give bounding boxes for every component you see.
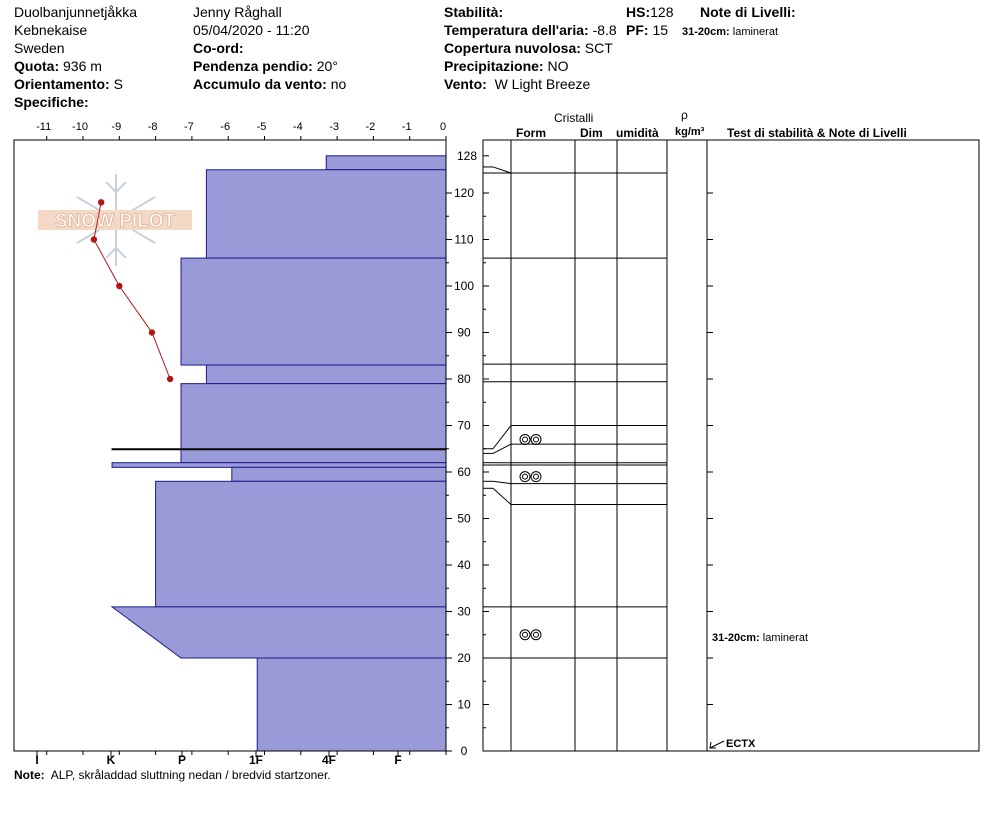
snow-layer: [326, 156, 446, 170]
wind-acc-label: Accumulo da vento:: [193, 76, 327, 92]
hardness-tick-label: K: [106, 753, 116, 767]
height-tick-label: 120: [453, 186, 475, 200]
thin-layer: [112, 449, 446, 450]
wind-acc-value: no: [330, 76, 347, 92]
orientation-value: S: [113, 76, 123, 92]
logo-text: SNOW PILOT: [54, 211, 176, 232]
air-temp-label: Temperatura dell'aria:: [444, 22, 589, 38]
wind-label: Vento:: [444, 76, 487, 92]
temp-point: [91, 236, 97, 242]
crystal-symbol: [531, 472, 541, 482]
crystal-symbol: [520, 630, 530, 640]
temp-tick-label: -5: [256, 121, 267, 133]
footer-note-text: ALP, skrålаddad sluttning nedan / bredvid startzoner.: [50, 768, 331, 782]
country: Sweden: [14, 40, 65, 56]
height-tick-label: 70: [457, 418, 471, 433]
snow-layer: [112, 463, 446, 468]
height-tick-label: 10: [457, 697, 471, 712]
crystal-symbol-inner: [523, 474, 528, 479]
level-note-top-text: laminerat: [732, 26, 779, 38]
height-tick-label: 30: [457, 604, 471, 619]
crystal-symbol: [531, 630, 541, 640]
form-header: Form: [516, 126, 546, 140]
temp-tick-label: -7: [184, 121, 194, 133]
temp-tick-label: -3: [329, 121, 339, 133]
location: Duolbanjunnetjåkka: [14, 4, 137, 20]
crystal-symbol: [531, 434, 541, 444]
air-temp-value: -8.8: [592, 22, 617, 38]
snow-layer: [206, 170, 446, 258]
crystal-symbol-inner: [534, 474, 539, 479]
temp-tick-label: -4: [292, 121, 303, 133]
height-top-label: 128: [456, 148, 478, 163]
layer-note: [712, 630, 808, 646]
temp-tick-label: -1: [401, 121, 412, 133]
crystal-symbol-inner: [534, 632, 539, 637]
crystal-connector-slant: [493, 488, 511, 504]
datetime: 05/04/2020 - 11:20: [193, 22, 310, 38]
quota-value: 936 m: [63, 58, 102, 74]
precip-label: Precipitazione:: [444, 58, 544, 74]
height-tick-label: 0: [460, 744, 468, 758]
footer-note: [14, 767, 331, 783]
layer-note-text: laminerat: [762, 632, 809, 644]
temp-tick-label: -10: [72, 121, 88, 133]
stability-label: Stabilità:: [444, 4, 504, 20]
temp-point: [98, 199, 104, 205]
temp-tick-label: -9: [111, 121, 122, 133]
snow-layer: [112, 607, 446, 658]
crystals-header: Cristalli: [554, 111, 594, 125]
height-tick-label: 80: [457, 372, 471, 386]
slope-label: Pendenza pendio:: [193, 58, 313, 74]
cloud-value: SCT: [584, 40, 613, 56]
hardness-tick-label: I: [35, 753, 39, 767]
height-tick-label: 90: [457, 325, 471, 340]
snow-layer: [181, 384, 446, 463]
slope-value: 20°: [316, 58, 338, 74]
height-tick-label: 50: [457, 511, 471, 526]
area: Kebnekaise: [14, 22, 88, 38]
temp-tick-label: -8: [147, 121, 158, 133]
coord-label: Co-ord:: [193, 40, 244, 56]
humidity-header: umidità: [616, 126, 659, 140]
snowpilot-logo: [38, 174, 192, 266]
rho-header: ρ: [681, 108, 688, 122]
hs-label: HS:: [626, 4, 651, 20]
hardness-tick-label: 4F: [321, 753, 337, 767]
dim-header: Dim: [580, 126, 603, 140]
hardness-tick-label: P: [177, 753, 187, 767]
specifics-label: Specifiche:: [14, 94, 89, 110]
pf-label: PF:: [626, 22, 649, 38]
ectx-label: ECTX: [726, 738, 756, 750]
ectx-arrow: [710, 741, 724, 748]
hardness-tick-label: 1F: [248, 753, 264, 767]
levels-label: Note di Livelli:: [700, 4, 796, 20]
temp-point: [167, 376, 173, 382]
temp-tick-label: -6: [220, 121, 231, 133]
height-tick-label: 100: [453, 279, 475, 293]
tests-header: Test di stabilità & Note di Livelli: [727, 126, 907, 140]
crystal-symbol-inner: [523, 437, 528, 442]
cloud-label: Copertura nuvolosa:: [444, 40, 581, 56]
crystal-table: [483, 140, 979, 751]
temp-point: [149, 329, 155, 335]
hs-value: 128: [650, 4, 674, 20]
snow-layer: [206, 365, 446, 384]
level-note-top-depth: 31-20cm:: [682, 26, 730, 38]
crystal-connector-slant: [493, 167, 511, 173]
snow-layer: [232, 467, 446, 481]
hardness-layers: [112, 156, 446, 751]
snow-layer: [156, 481, 446, 607]
observer: Jenny Råghall: [193, 4, 282, 20]
height-tick-label: 110: [454, 232, 474, 247]
hardness-axis: [35, 751, 401, 767]
height-tick-label: 40: [457, 558, 471, 572]
crystal-symbol: [520, 472, 530, 482]
wind-value: W Light Breeze: [494, 76, 591, 92]
temp-tick-label: -11: [36, 121, 52, 133]
temp-tick-label: 0: [439, 121, 447, 133]
height-tick-label: 60: [457, 465, 471, 479]
snow-layer: [181, 258, 446, 365]
crystal-symbol: [520, 434, 530, 444]
quota-label: Quota:: [14, 58, 60, 74]
density-unit-header: kg/m³: [675, 126, 705, 138]
crystal-connector-slant: [493, 481, 511, 483]
precip-value: NO: [547, 58, 569, 74]
crystal-symbol-inner: [534, 437, 539, 442]
height-tick-label: 20: [457, 651, 471, 665]
temp-tick-label: -2: [365, 121, 376, 133]
layer-note-depth: 31-20cm:: [712, 632, 760, 644]
hardness-tick-label: F: [394, 753, 402, 767]
crystal-symbol-inner: [523, 632, 528, 637]
orientation-label: Orientamento:: [14, 76, 110, 92]
temp-point: [116, 283, 122, 289]
snow-layer: [257, 658, 446, 751]
footer-note-label: Note:: [14, 768, 45, 782]
pf-value: 15: [652, 22, 669, 38]
